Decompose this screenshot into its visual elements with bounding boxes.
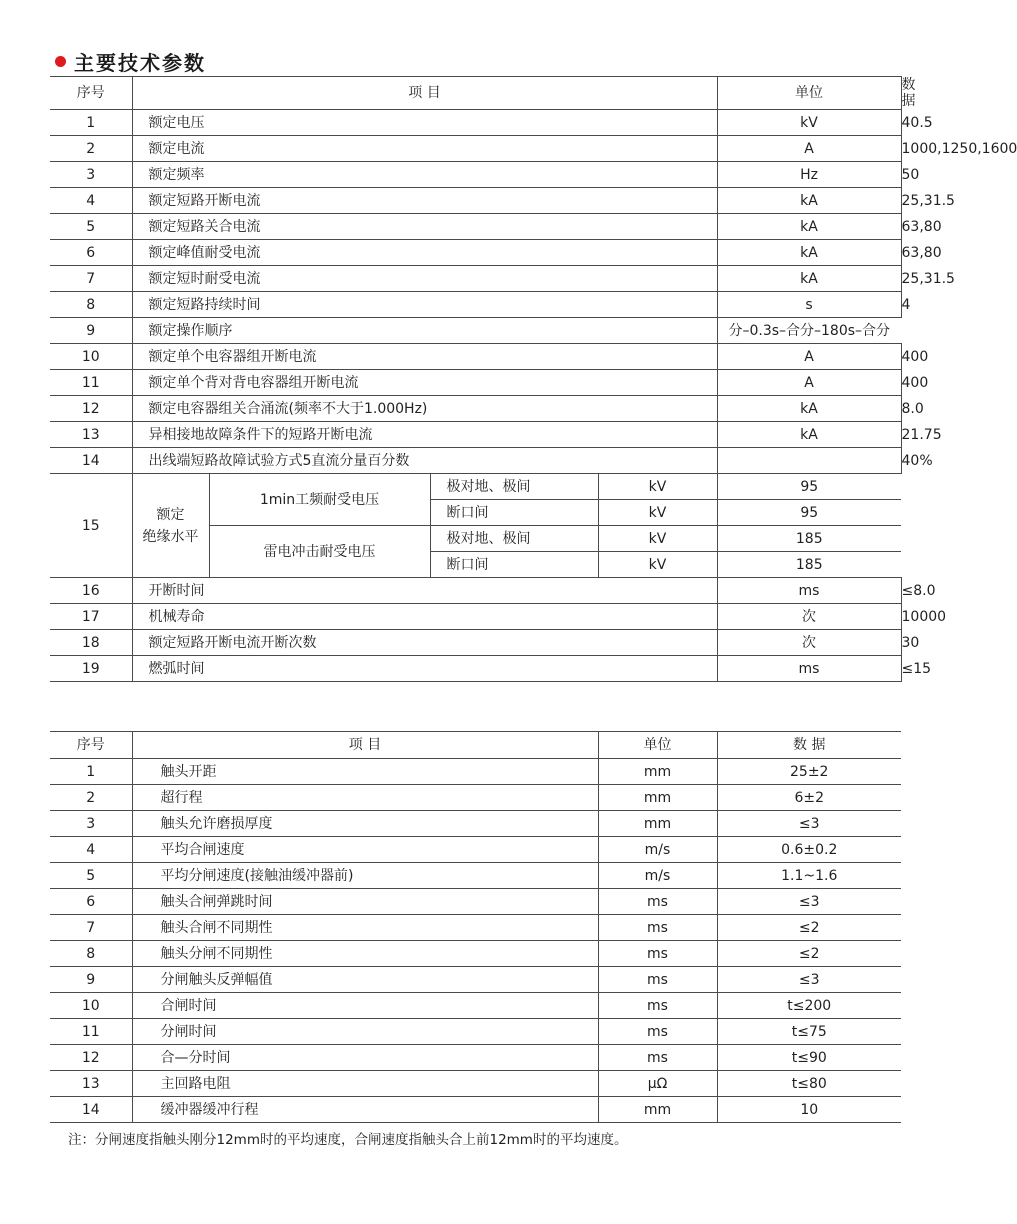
table-row (50, 967, 901, 993)
row-seq: 13 (50, 1071, 132, 1097)
row-item: 额定短路开断电流开断次数 (132, 630, 717, 656)
row-item: 出线端短路故障试验方式5直流分量百分数 (132, 448, 717, 474)
row-unit: kA (717, 214, 901, 240)
row-item: 合闸时间 (132, 993, 598, 1019)
row-value: ≤2 (717, 915, 901, 941)
header-item: 项 目 (132, 77, 717, 110)
row-item: 额定短路关合电流 (132, 214, 717, 240)
table-row (50, 837, 901, 863)
row-item: 额定短路开断电流 (132, 188, 717, 214)
row-unit: mm (598, 759, 717, 785)
header-unit: 单位 (717, 77, 901, 110)
row-item: 超行程 (132, 785, 598, 811)
table-row (50, 759, 901, 785)
row-item: 额定频率 (132, 162, 717, 188)
row-seq: 7 (50, 915, 132, 941)
row-unit: ms (598, 993, 717, 1019)
table-row: 12 额定电容器组关合涌流(频率不大于1.000Hz) kA 8.0 (50, 396, 901, 422)
row-item: 额定操作顺序 (132, 318, 717, 344)
table-row (50, 941, 901, 967)
row-item: 主回路电阻 (132, 1071, 598, 1097)
row-seq: 7 (50, 266, 132, 292)
row-unit: m/s (598, 863, 717, 889)
row-unit: ms (717, 656, 901, 682)
row-unit: A (717, 370, 901, 396)
row-value: 分–0.3s–合分–180s–合分 (717, 318, 901, 344)
table-row: 11 额定单个背对背电容器组开断电流 A 400 (50, 370, 901, 396)
row-item: 分闸触头反弹幅值 (132, 967, 598, 993)
header-seq: 序号 (50, 77, 132, 110)
row-unit: kV (598, 474, 717, 500)
table-row: 13 异相接地故障条件下的短路开断电流 kA 21.75 (50, 422, 901, 448)
insulation-group-line2: 绝缘水平 (142, 528, 199, 545)
table-row: 4 额定短路开断电流 kA 25,31.5 (50, 188, 901, 214)
row-seq: 16 (50, 578, 132, 604)
table-row: 18 额定短路开断电流开断次数 次 30 (50, 630, 901, 656)
row-unit: μΩ (598, 1071, 717, 1097)
row-seq: 3 (50, 162, 132, 188)
table-row: 2 额定电流 A 1000,1250,1600 (50, 136, 901, 162)
row-unit: ms (598, 1019, 717, 1045)
section-title-text: 主要技术参数 (74, 50, 206, 75)
row-unit: mm (598, 811, 717, 837)
row-item: 触头允许磨损厚度 (132, 811, 598, 837)
row-item: 异相接地故障条件下的短路开断电流 (132, 422, 717, 448)
table-row (50, 889, 901, 915)
row-value: ≤2 (717, 941, 901, 967)
insulation-group-label (132, 474, 209, 578)
table1-header-row: 序号 项 目 单位 数 据 (50, 77, 901, 110)
table-row: 17 机械寿命 次 10000 (50, 604, 901, 630)
row-unit: ms (598, 889, 717, 915)
row-unit: Hz (717, 162, 901, 188)
row-seq: 10 (50, 344, 132, 370)
table-row (50, 915, 901, 941)
row-item: 触头合闸不同期性 (132, 915, 598, 941)
table-row (50, 1045, 901, 1071)
row-seq: 6 (50, 240, 132, 266)
header-seq: 序号 (50, 732, 132, 759)
row-unit: A (717, 136, 901, 162)
table-row (50, 785, 901, 811)
table-row: 14 出线端短路故障试验方式5直流分量百分数 40% (50, 448, 901, 474)
row-seq: 8 (50, 292, 132, 318)
row-seq: 5 (50, 863, 132, 889)
row-item: 额定电流 (132, 136, 717, 162)
row-value: 0.6±0.2 (717, 837, 901, 863)
row-seq: 4 (50, 837, 132, 863)
row-item: 缓冲器缓冲行程 (132, 1097, 598, 1123)
row-value: ≤3 (717, 967, 901, 993)
row-unit: kV (717, 110, 901, 136)
row-item: 触头合闸弹跳时间 (132, 889, 598, 915)
row-unit: 次 (717, 630, 901, 656)
row-seq: 17 (50, 604, 132, 630)
row-unit: 次 (717, 604, 901, 630)
row-value: t≤80 (717, 1071, 901, 1097)
mechanical-parameters-table (50, 731, 901, 1123)
row-value: 185 (717, 526, 901, 552)
table-row (50, 1071, 901, 1097)
section-title (55, 46, 206, 76)
row-value: 95 (717, 474, 901, 500)
row-seq: 12 (50, 1045, 132, 1071)
row-item: 开断时间 (132, 578, 717, 604)
row-seq: 13 (50, 422, 132, 448)
row-unit: ms (598, 941, 717, 967)
row-unit: ms (598, 915, 717, 941)
row-seq: 6 (50, 889, 132, 915)
table-row (50, 474, 901, 500)
main-parameters-table (50, 76, 1017, 682)
row-seq: 15 (50, 474, 132, 578)
row-unit: kA (717, 240, 901, 266)
row-unit: kV (598, 526, 717, 552)
row-seq: 18 (50, 630, 132, 656)
row-item: 额定单个背对背电容器组开断电流 (132, 370, 717, 396)
row-seq: 9 (50, 318, 132, 344)
table-row (50, 318, 901, 344)
footnote: 注：分闸速度指触头刚分12mm时的平均速度，合闸速度指触头合上前12mm时的平均速度。 (68, 1132, 628, 1148)
row-seq: 10 (50, 993, 132, 1019)
row-unit: mm (598, 785, 717, 811)
table-row: 16 开断时间 ms ≤8.0 (50, 578, 901, 604)
row-unit: kA (717, 396, 901, 422)
row-item: 额定短路持续时间 (132, 292, 717, 318)
row-unit: kA (717, 266, 901, 292)
row-seq: 2 (50, 136, 132, 162)
insulation-sub-label: 1min工频耐受电压 (209, 474, 430, 526)
insulation-condition: 极对地、极间 (430, 474, 598, 500)
table-row: 19 燃弧时间 ms ≤15 (50, 656, 901, 682)
table-row (50, 811, 901, 837)
row-item: 燃弧时间 (132, 656, 717, 682)
row-seq: 3 (50, 811, 132, 837)
row-item: 额定单个电容器组开断电流 (132, 344, 717, 370)
row-seq: 5 (50, 214, 132, 240)
row-value: 185 (717, 552, 901, 578)
row-item: 额定电压 (132, 110, 717, 136)
row-item: 额定峰值耐受电流 (132, 240, 717, 266)
row-item: 额定电容器组关合涌流(频率不大于1.000Hz) (132, 396, 717, 422)
row-item: 分闸时间 (132, 1019, 598, 1045)
row-seq: 14 (50, 448, 132, 474)
row-seq: 14 (50, 1097, 132, 1123)
row-value: 6±2 (717, 785, 901, 811)
row-seq: 2 (50, 785, 132, 811)
header-item: 项 目 (132, 732, 598, 759)
table-row: 5 额定短路关合电流 kA 63,80 (50, 214, 901, 240)
row-item: 机械寿命 (132, 604, 717, 630)
row-seq: 8 (50, 941, 132, 967)
insulation-group-line1: 额定 (156, 506, 185, 523)
table-row: 6 额定峰值耐受电流 kA 63,80 (50, 240, 901, 266)
row-item: 合—分时间 (132, 1045, 598, 1071)
row-item: 平均合闸速度 (132, 837, 598, 863)
header-value: 数 据 (717, 732, 901, 759)
row-item: 额定短时耐受电流 (132, 266, 717, 292)
row-value: t≤75 (717, 1019, 901, 1045)
table-row (50, 1097, 901, 1123)
row-seq: 9 (50, 967, 132, 993)
insulation-condition: 断口间 (430, 552, 598, 578)
table-row (50, 863, 901, 889)
row-unit: ms (598, 967, 717, 993)
table-row: 10 额定单个电容器组开断电流 A 400 (50, 344, 901, 370)
row-seq: 12 (50, 396, 132, 422)
row-unit: kA (717, 422, 901, 448)
table-row (50, 993, 901, 1019)
insulation-condition: 极对地、极间 (430, 526, 598, 552)
row-item: 平均分闸速度(接触油缓冲器前) (132, 863, 598, 889)
red-bullet-icon (55, 56, 66, 67)
row-unit: kV (598, 552, 717, 578)
row-seq: 11 (50, 1019, 132, 1045)
table-row: 8 额定短路持续时间 s 4 (50, 292, 901, 318)
table-row (50, 1019, 901, 1045)
row-seq: 19 (50, 656, 132, 682)
row-item: 触头开距 (132, 759, 598, 785)
table2-header-row (50, 732, 901, 759)
row-seq: 1 (50, 759, 132, 785)
row-unit: A (717, 344, 901, 370)
row-value: ≤3 (717, 811, 901, 837)
row-value: t≤90 (717, 1045, 901, 1071)
row-unit: mm (598, 1097, 717, 1123)
row-item: 触头分闸不同期性 (132, 941, 598, 967)
table-row: 3 额定频率 Hz 50 (50, 162, 901, 188)
row-unit: ms (598, 1045, 717, 1071)
row-value: 25±2 (717, 759, 901, 785)
row-value: 10 (717, 1097, 901, 1123)
row-unit: ms (717, 578, 901, 604)
insulation-sub-label: 雷电冲击耐受电压 (209, 526, 430, 578)
row-unit (717, 448, 901, 474)
row-value: t≤200 (717, 993, 901, 1019)
row-seq: 1 (50, 110, 132, 136)
row-unit: kV (598, 500, 717, 526)
row-unit: kA (717, 188, 901, 214)
row-seq: 4 (50, 188, 132, 214)
row-value: 95 (717, 500, 901, 526)
row-seq: 11 (50, 370, 132, 396)
insulation-condition: 断口间 (430, 500, 598, 526)
row-value: 1.1~1.6 (717, 863, 901, 889)
header-unit: 单位 (598, 732, 717, 759)
row-unit: s (717, 292, 901, 318)
row-value: ≤3 (717, 889, 901, 915)
table-row: 1 额定电压 kV 40.5 (50, 110, 901, 136)
table-row: 7 额定短时耐受电流 kA 25,31.5 (50, 266, 901, 292)
row-unit: m/s (598, 837, 717, 863)
